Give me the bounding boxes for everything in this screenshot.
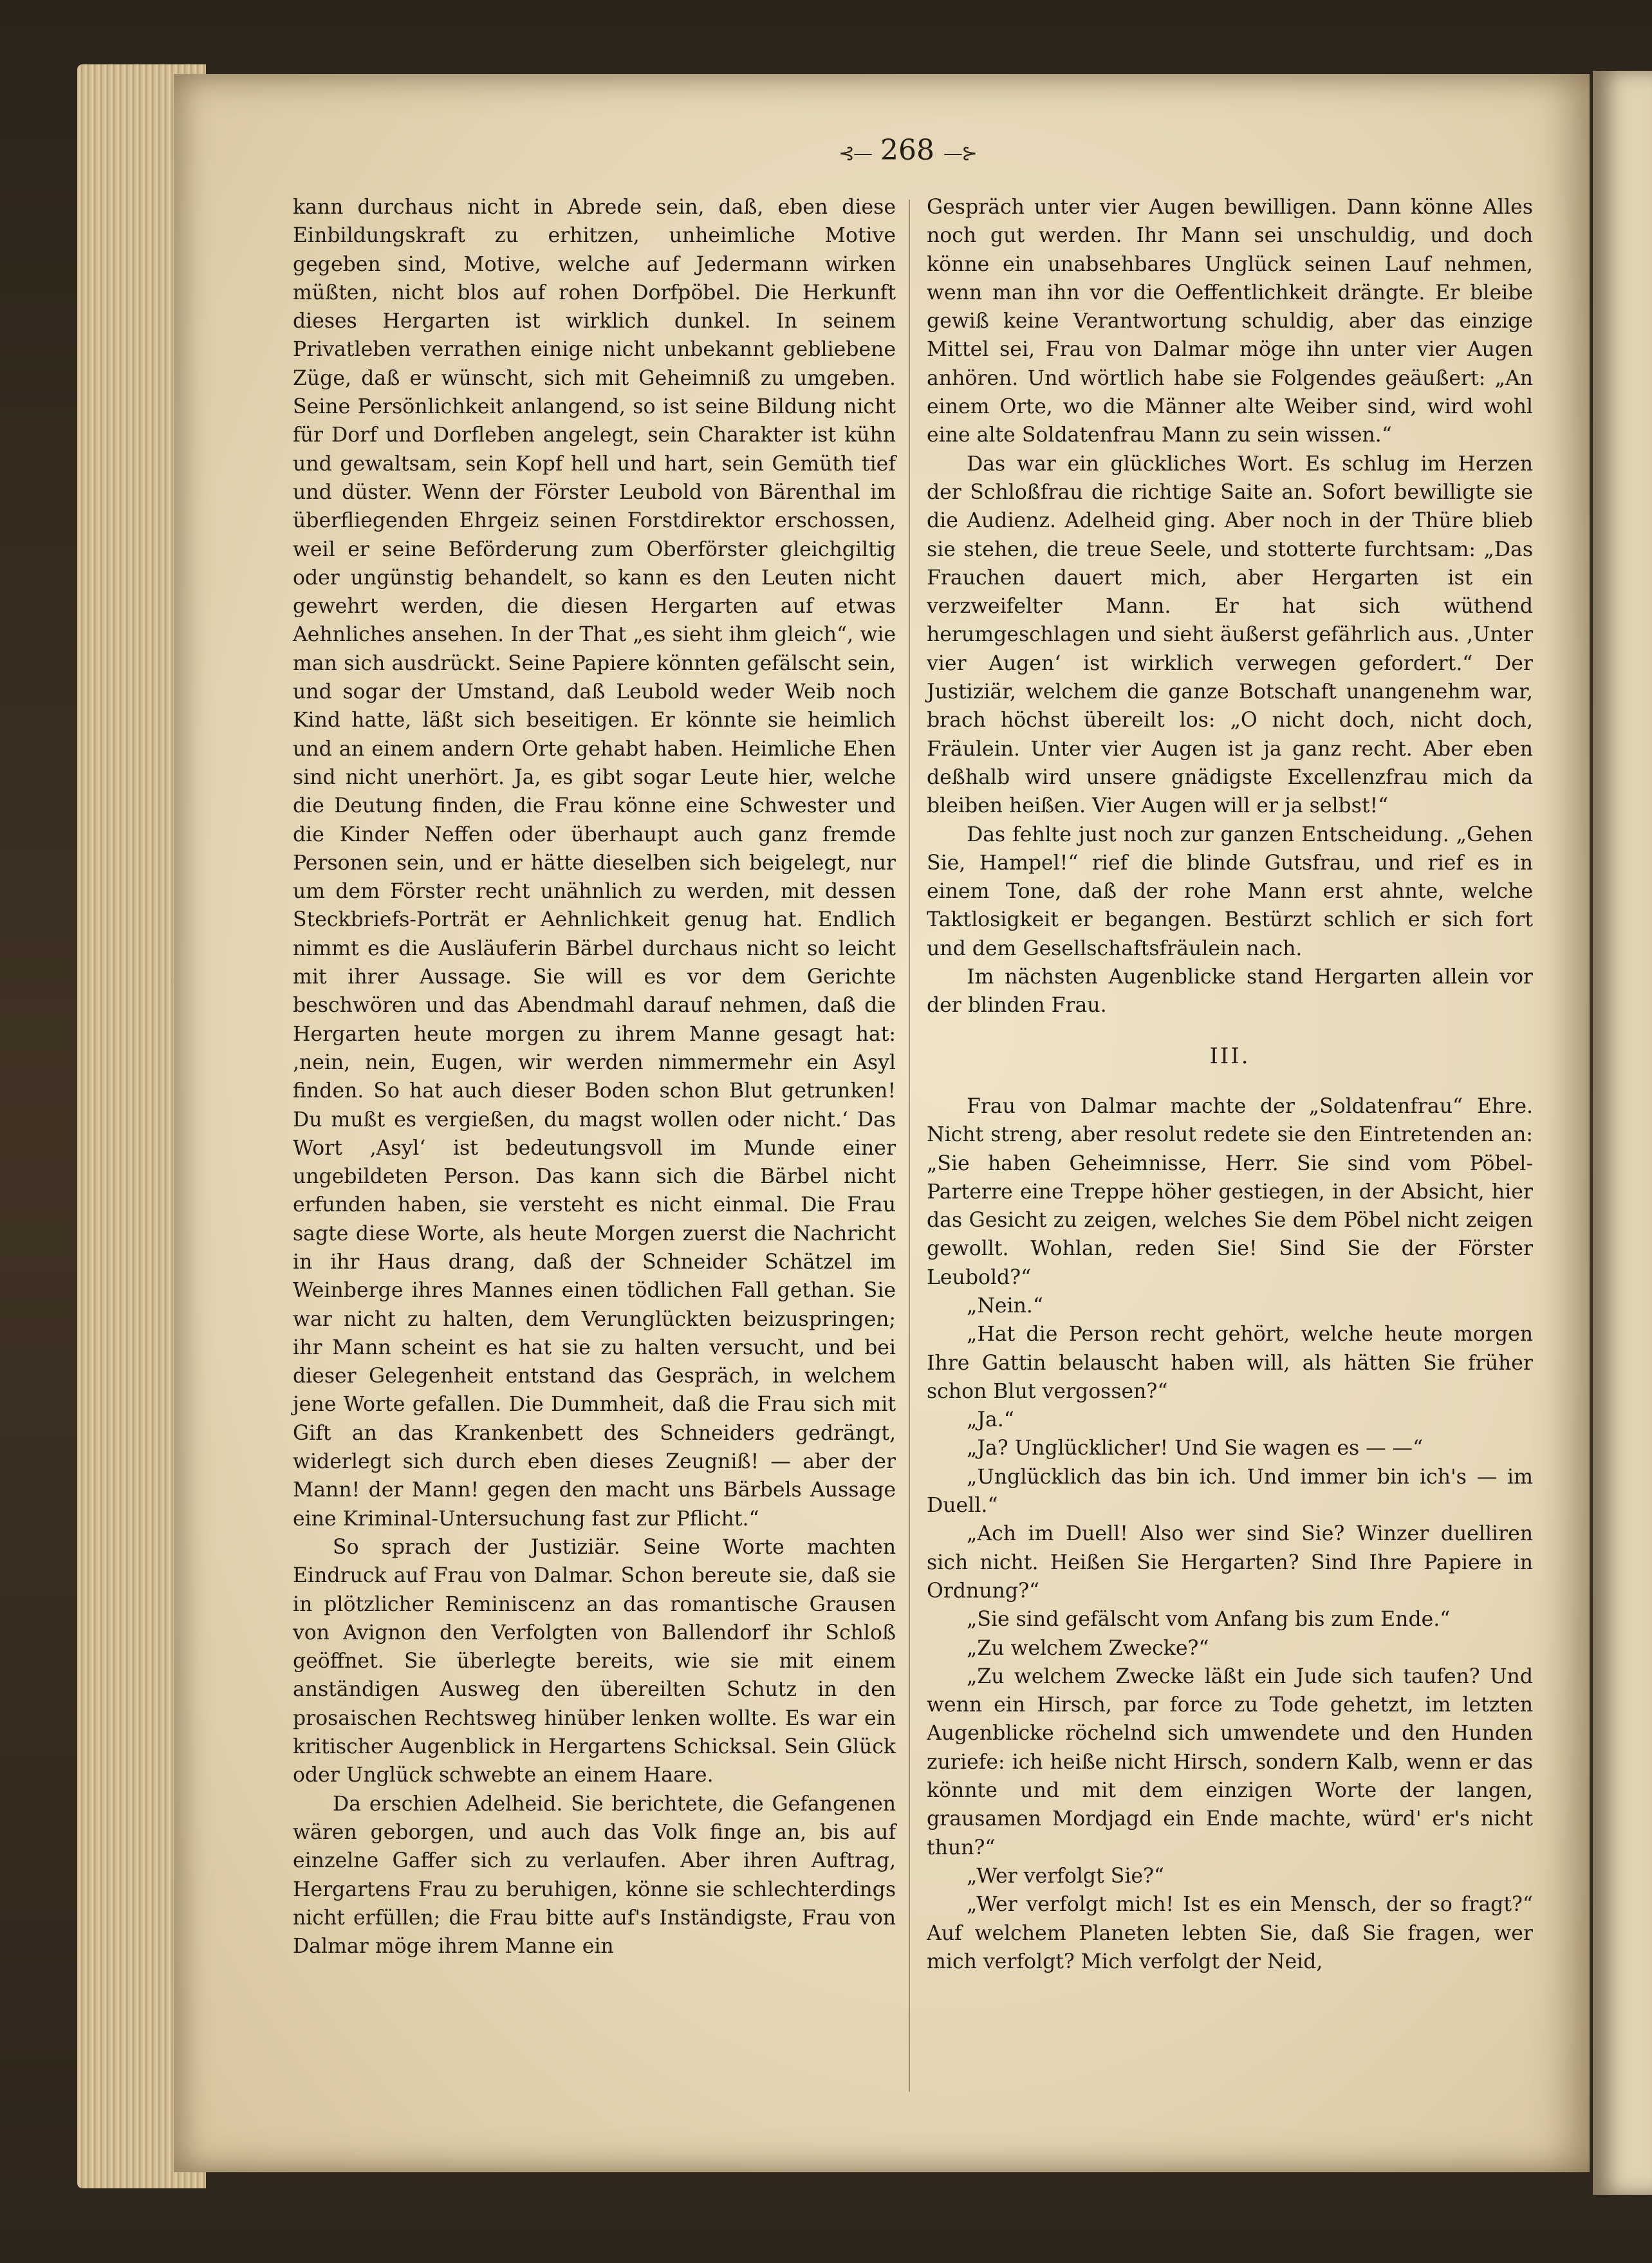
page-header	[798, 134, 1017, 179]
paragraph: Im nächsten Augenblicke stand Hergarten allein vor der blinden Frau.	[927, 965, 1533, 1018]
ornament-right: —⊱	[943, 142, 977, 165]
ornament-left: ⊰—	[838, 142, 871, 165]
right-column	[927, 193, 1533, 1976]
paragraph: Das war ein glückliches Wort. Es schlug im Herzen der Schloßfrau die richtige Saite an. Sofort bewilligte sie die Audienz. Adelheid ging. Aber noch in der Thüre blieb sie stehen, die treue Seele, und stotterte furchtsam: „Das Frauchen dauert mich, aber Hergarten ist ein verzweifelter Mann. Er hat sich wüthend herumgeschlagen und sieht äußerst gefährlich aus. ‚Unter vier Augen‘ ist wirklich verwegen gefordert.“ Der Justiziär, welchem die ganze Botschaft unangenehm war, brach höchst übereilt los: „O nicht doch, nicht doch, Fräulein. Unter vier Augen ist ja ganz recht. Aber eben deßhalb wird unsere gnädigste Excellenzfrau mich da bleiben heißen. Vier Augen will er ja selbst!“	[927, 452, 1533, 818]
section-heading: III.	[1209, 1043, 1250, 1069]
dialogue-line: „Nein.“	[967, 1294, 1044, 1318]
left-column	[293, 193, 896, 1960]
paragraph: Frau von Dalmar machte der „Soldatenfrau“ Ehre. Nicht streng, aber resolut redete sie den Eintretenden an: „Sie haben Geheimnisse, Herr. Sie sind vom Pöbel-Parterre eine Treppe höher gestiegen, in der Absicht, hier das Gesicht zu zeigen, welches Sie dem Pöbel nicht zeigen gewollt. Wohlan, reden Sie! Sind Sie der Förster Leubold?“	[927, 1094, 1533, 1289]
paragraph: kann durchaus nicht in Abrede sein, daß, eben diese Einbildungskraft zu erhitzen, unheimliche Motive gegeben sind, Motive, welche auf Jedermann wirken müßten, nicht blos auf rohen Dorfpöbel. Die Herkunft dieses Hergarten ist wirklich dunkel. In seinem Privatleben verrathen einige nicht unbekannt gebliebene Züge, daß er wünscht, sich mit Geheimniß zu umgeben. Seine Persönlichkeit anlangend, so ist seine Bildung nicht für Dorf und Dorfleben angelegt, sein Charakter ist kühn und gewaltsam, sein Kopf hell und hart, sein Gemüth tief und düster. Wenn der Förster Leubold von Bärenthal im überfliegenden Ehrgeiz seinen Forstdirektor erschossen, weil er seine Beförderung zum Oberförster gleichgiltig oder ungünstig behandelt, so kann es den Leuten nicht gewehrt werden, die diesen Hergarten auf etwas Aehnliches ansehen. In der That „es sieht ihm gleich“, wie man sich ausdrückt. Seine Papiere könnten gefälscht sein, und sogar der Umstand, daß Leubold weder Weib noch Kind hatte, läßt sich beseitigen. Er könnte sie heimlich und an einem andern Orte gehabt haben. Heimliche Ehen sind nicht unerhört. Ja, es gibt sogar Leute hier, welche die Deutung finden, die Frau könne eine Schwester und die Kinder Neffen oder überhaupt auch ganz fremde Personen sein, und er hätte dieselben sich beigelegt, nur um dem Förster recht unähnlich zu werden, mit dessen Steckbriefs-Porträt er Aehnlichkeit genug hat. Endlich nimmt es die Ausläuferin Bärbel durchaus nicht so leicht mit ihrer Aussage. Sie will es vor dem Gerichte beschwören und das Abendmahl darauf nehmen, daß die Hergarten heute morgen zu ihrem Manne gesagt hat: ‚nein, nein, Eugen, wir werden nimmermehr ein Asyl finden. So hat auch dieser Boden schon Blut getrunken! Du mußt es vergießen, du magst wollen oder nicht.‘ Das Wort ‚Asyl‘ ist bedeutungsvoll im Munde einer ungebildeten Person. Das kann sich die Bärbel nicht erfunden haben, sie versteht es nicht einmal. Die Frau sagte diese Worte, als heute Morgen zuerst die Nachricht in ihr Haus drang, daß der Schneider Schätzel im Weinberge ihres Mannes einen tödlichen Fall gethan. Sie war nicht zu halten, dem Verunglückten beizuspringen; ihr Mann scheint es hat sie zu halten versucht, und bei dieser Gelegenheit entstand das Gespräch, in welchem jene Worte gefallen. Die Dummheit, daß die Frau sich mit Gift an das Krankenbett des Schneiders gedrängt, widerlegt sich durch eben dieses Zeugniß! — aber der Mann! der Mann! gegen den macht uns Bärbels Aussage eine Kriminal-Untersuchung fast zur Pflicht.“	[293, 196, 896, 1531]
dialogue-line: „Wer verfolgt mich! Ist es ein Mensch, der so fragt?“ Auf welchem Planeten lebten Sie, daß Sie fragen, wer mich verfolgt? Mich verfolgt der Neid,	[927, 1893, 1533, 1973]
dialogue-line: „Unglücklich das bin ich. Und immer bin ich's — im Duell.“	[927, 1465, 1533, 1518]
dialogue-line: „Wer verfolgt Sie?“	[967, 1864, 1165, 1888]
dialogue-line: „Ach im Duell! Also wer sind Sie? Winzer duelliren sich nicht. Heißen Sie Hergarten? Sind Ihre Papiere in Ordnung?“	[927, 1522, 1533, 1603]
paragraph: Gespräch unter vier Augen bewilligen. Dann könne Alles noch gut werden. Ihr Mann sei unschuldig, und doch könne ein unabsehbares Unglück seinen Lauf nehmen, wenn man ihn vor die Oeffentlichkeit drängte. Er bleibe gewiß keine Verantwortung schuldig, aber das einzige Mittel sei, Frau von Dalmar möge ihn unter vier Augen anhören. Und wörtlich habe sie Folgendes geäußert: „An einem Orte, wo die Männer alte Weiber sind, wird wohl eine alte Soldatenfrau Mann zu sein wissen.“	[927, 196, 1533, 447]
dialogue-line: „Ja.“	[967, 1408, 1014, 1432]
dialogue-line: „Hat die Person recht gehört, welche heute morgen Ihre Gattin belauscht haben will, als hätten Sie früher schon Blut vergossen?“	[927, 1323, 1533, 1403]
paragraph: Da erschien Adelheid. Sie berichtete, die Gefangenen wären geborgen, und auch das Volk finge an, bis auf einzelne Gaffer sich zu verlaufen. Aber ihren Auftrag, Hergartens Frau zu beruhigen, könne sie schlechterdings nicht erfüllen; die Frau bitte auf's Inständigste, Frau von Dalmar möge ihrem Manne ein	[293, 1792, 896, 1959]
dialogue-line: „Zu welchem Zwecke läßt ein Jude sich taufen? Und wenn ein Hirsch, par force zu Tode gehetzt, im letzten Augenblicke röchelnd sich umwendete und den Hunden zuriefe: ich heiße nicht Hirsch, sondern Kalb, wenn er das könnte und mit dem einzigen Worte der langen, grausamen Mordjagd ein Ende machte, würd' er's nicht thun?“	[927, 1664, 1533, 1859]
facing-page-edge	[1593, 71, 1652, 2195]
paragraph: Das fehlte just noch zur ganzen Entscheidung. „Gehen Sie, Hampel!“ rief die blinde Gutsfrau, und rief es in einem Tone, daß der rohe Mann erst ahnte, welche Taktlosigkeit er begangen. Bestürzt schlich er sich fort und dem Gesellschaftsfräulein nach.	[927, 823, 1533, 960]
paragraph: So sprach der Justiziär. Seine Worte machten Eindruck auf Frau von Dalmar. Schon bereute sie, daß sie in plötzlicher Reminiscenz an das romantische Grausen von Avignon den Verfolgten von Ballendorf ihr Schloß geöffnet. Sie überlegte bereits, wie sie mit einem anständigen Ausweg den übereilten Schutz in den prosaischen Rechtsweg hinüber lenken wollte. Es war ein kritischer Augenblick in Hergartens Schicksal. Sein Glück oder Unglück schwebte an einem Haare.	[293, 1535, 896, 1787]
column-rule	[909, 200, 910, 2092]
page-number: 268	[880, 134, 934, 167]
dialogue-line: „Zu welchem Zwecke?“	[967, 1636, 1209, 1660]
dialogue-line: „Sie sind gefälscht vom Anfang bis zum Ende.“	[967, 1608, 1451, 1632]
dialogue-line: „Ja? Unglücklicher! Und Sie wagen es — —“	[967, 1437, 1424, 1460]
